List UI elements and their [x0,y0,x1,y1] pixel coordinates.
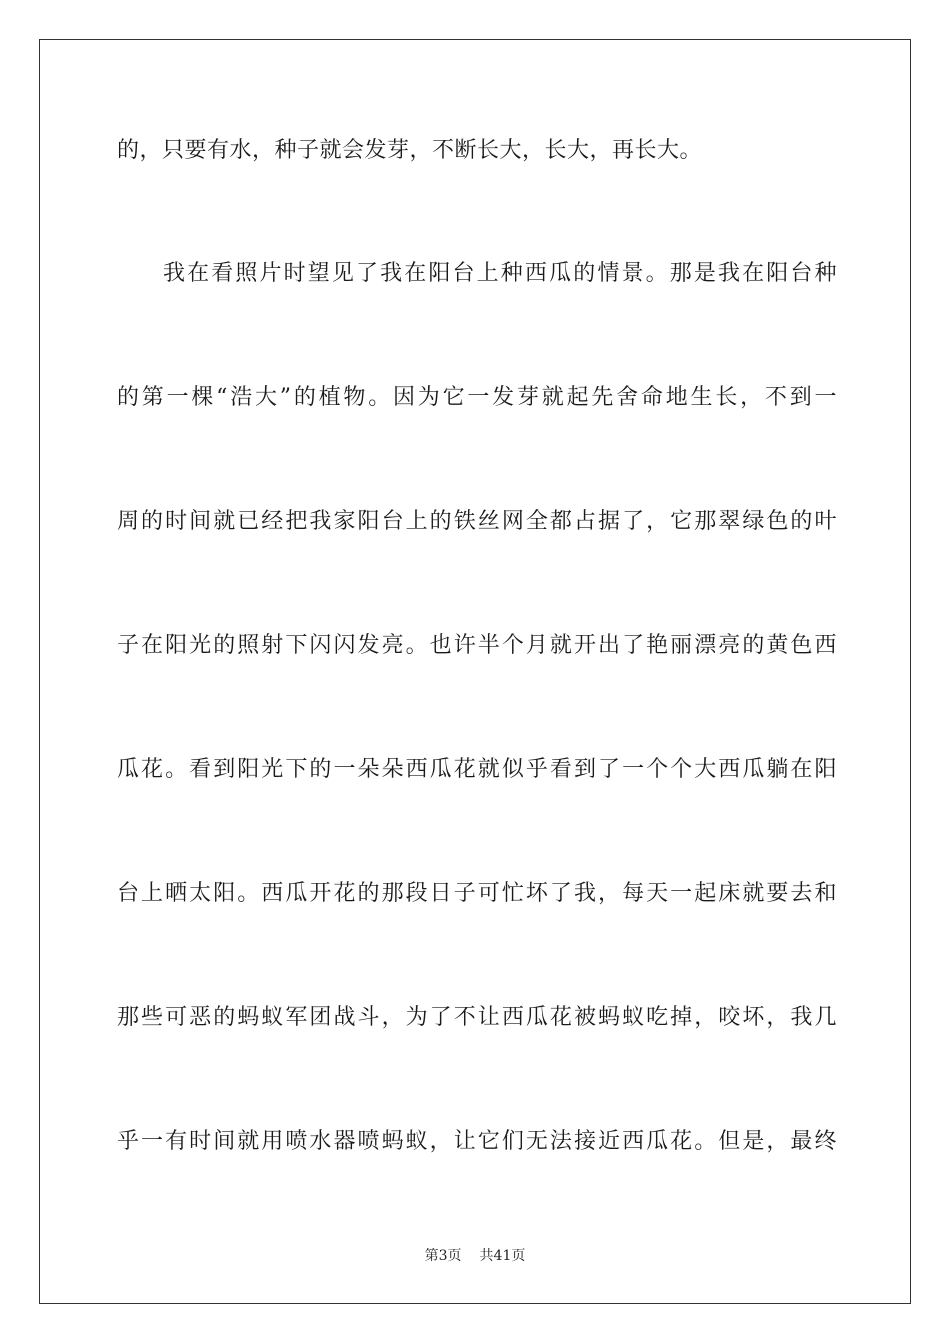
page-total: 共41页 [479,1248,526,1264]
text-line-8: 那些可恶的蚂蚁军团战斗，为了不让西瓜花被蚂蚁吃掉，咬坏，我几 [117,1005,837,1030]
text-line-5: 子在阳光的照射下闪闪发亮。也许半个月就开出了艳丽漂亮的黄色西 [117,633,837,658]
page-footer [0,1246,950,1266]
page-frame [39,39,911,1304]
page-number: 第3页 [424,1248,462,1264]
text-line-4: 周的时间就已经把我家阳台上的铁丝网全都占据了，它那翠绿色的叶 [117,509,837,534]
text-line-9: 乎一有时间就用喷水器喷蚂蚁，让它们无法接近西瓜花。但是，最终 [117,1129,837,1154]
text-line-2: 我在看照片时望见了我在阳台上种西瓜的情景。那是我在阳台种 [163,261,837,286]
text-line-3: 的第一棵“浩大”的植物。因为它一发芽就起先舍命地生长，不到一 [117,385,837,410]
text-line-6: 瓜花。看到阳光下的一朵朵西瓜花就似乎看到了一个个大西瓜躺在阳 [117,757,837,782]
text-line-7: 台上晒太阳。西瓜开花的那段日子可忙坏了我，每天一起床就要去和 [117,881,837,906]
text-line-1: 的，只要有水，种子就会发芽，不断长大，长大，再长大。 [117,138,703,163]
